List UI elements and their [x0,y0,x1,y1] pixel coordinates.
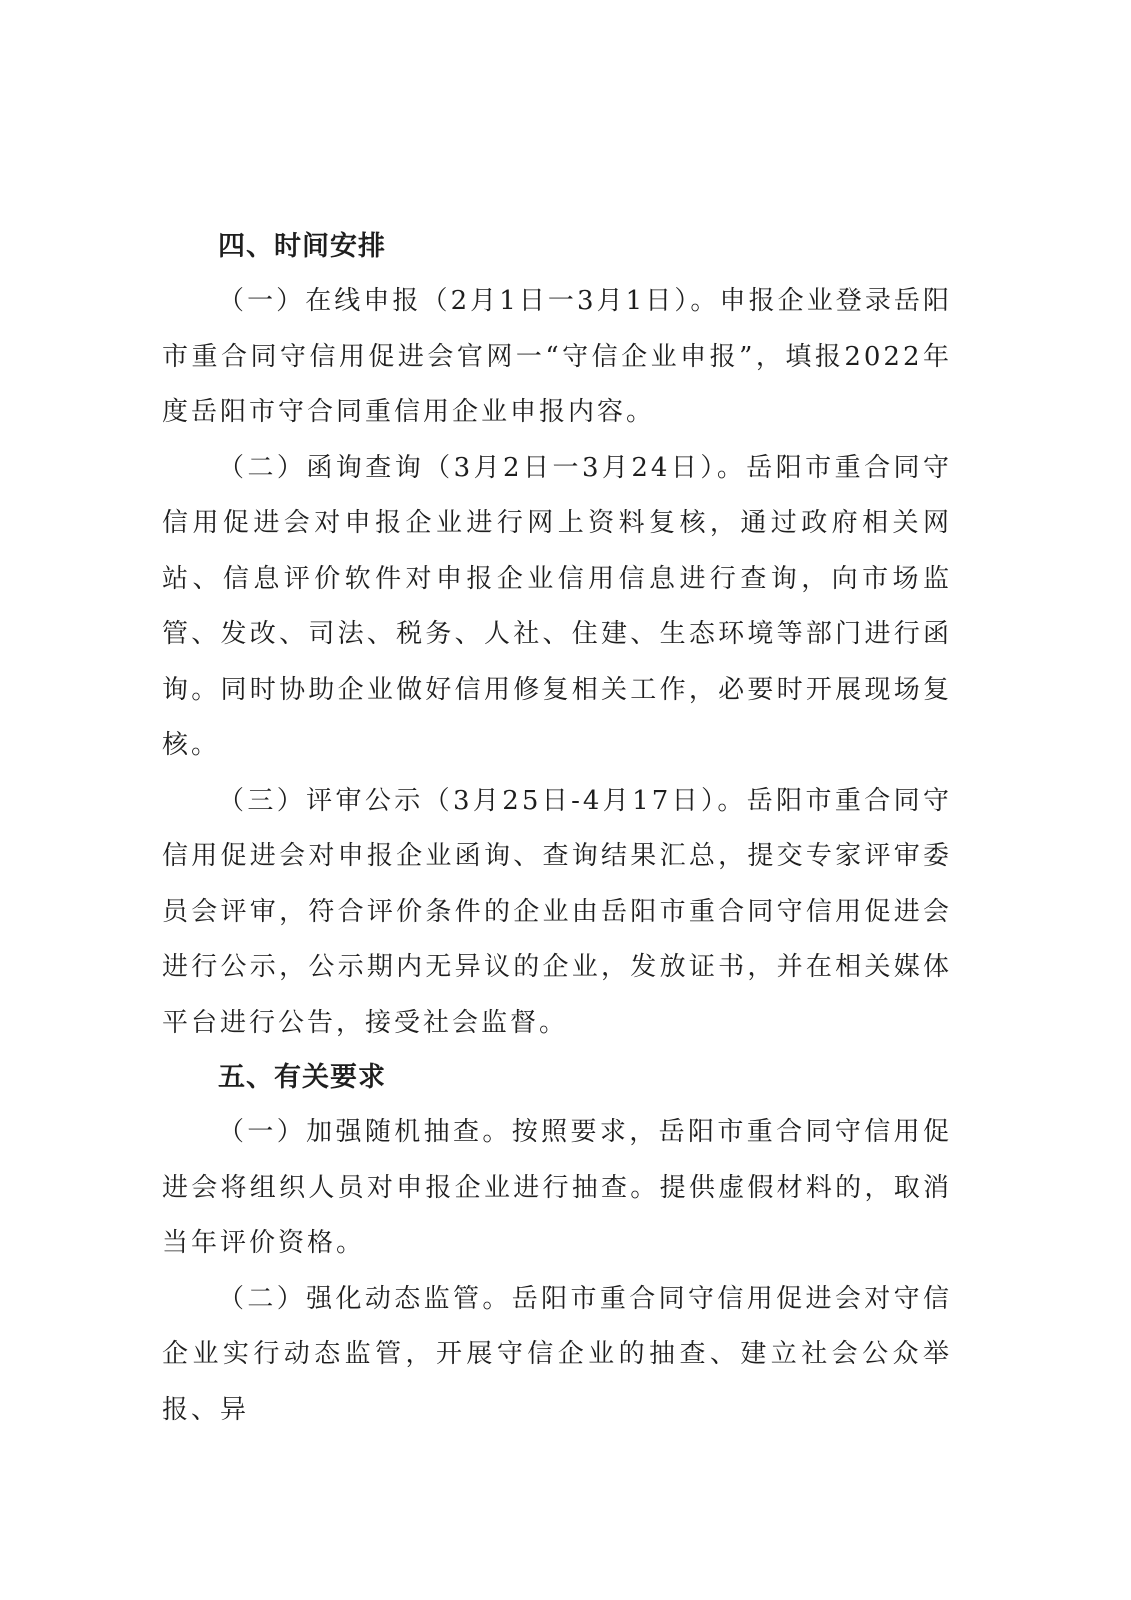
paragraph-dynamic-supervision: （二）强化动态监管。岳阳市重合同守信用促进会对守信企业实行动态监管，开展守信企业的抽查、建立社会公众举报、异 [162,1283,952,1425]
section-heading: 四、时间安排 [218,231,386,262]
paragraph-random-inspection: （一）加强随机抽查。按照要求，岳阳市重合同守信用促进会将组织人员对申报企业进行抽查。提供虚假材料的，取消当年评价资格。 [162,1117,952,1258]
document-body [162,220,952,1438]
section-time-schedule [162,220,952,1051]
section-requirements [162,1051,952,1438]
section-heading: 五、有关要求 [218,1062,386,1093]
paragraph-inquiry: （二）函询查询（3月2日一3月24日）。岳阳市重合同守信用促进会对申报企业进行网上资料复核，通过政府相关网站、信息评价软件对申报企业信用信息进行查询，向市场监管、发改、司法、税务、人社、住建、生态环境等部门进行函询。同时协助企业做好信用修复相关工作，必要时开展现场复核。 [162,452,952,760]
paragraph-review-publicity: （三）评审公示（3月25日-4月17日）。岳阳市重合同守信用促进会对申报企业函询、查询结果汇总，提交专家评审委员会评审，符合评价条件的企业由岳阳市重合同守信用促进会进行公示，公示期内无异议的企业，发放证书，并在相关媒体平台进行公告，接受社会监督。 [162,785,952,1038]
paragraph-online-application: （一）在线申报（2月1日一3月1日）。申报企业登录岳阳市重合同守信用促进会官网一“守信企业申报”，填报2022年度岳阳市守合同重信用企业申报内容。 [162,286,952,427]
